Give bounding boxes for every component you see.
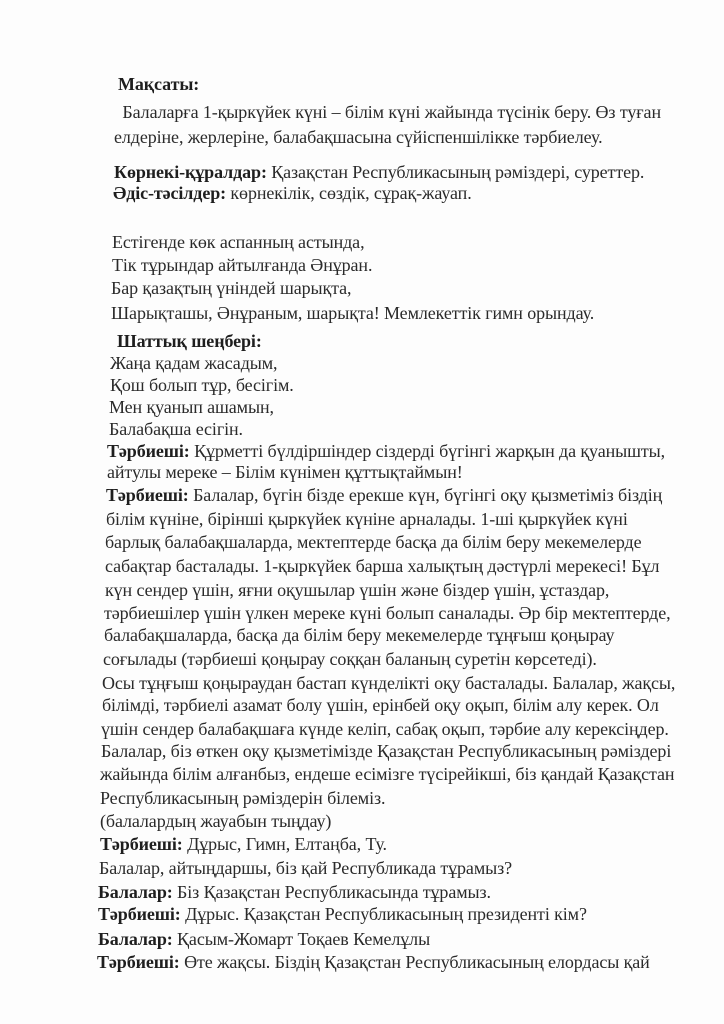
- line-text: білімді, тәрбиелі азамат болу үшін, ерінбей оқу оқып, білім алу керек. Ол: [102, 695, 659, 715]
- document-line: [106, 484, 662, 506]
- line-text: (балалардың жауабын тыңдау): [100, 811, 332, 831]
- document-line: [100, 787, 385, 809]
- line-text: Дұрыс. Қазақстан Республикасының президенті кім?: [180, 904, 587, 924]
- document-line: [113, 182, 472, 204]
- line-text: Өте жақсы. Біздің Қазақстан Республикасының елордасы қай: [179, 952, 650, 972]
- document-line: [104, 602, 671, 624]
- document-line: [101, 740, 671, 762]
- document-line: [109, 396, 274, 418]
- bold-label: Тәрбиеші:: [107, 441, 190, 461]
- line-text: елдеріне, жерлеріне, балабақшасына сүйіспеншілікке тәрбиелеу.: [114, 127, 603, 147]
- bold-label: Шаттық шеңбері:: [117, 331, 262, 351]
- document-line: [111, 277, 351, 299]
- document-line: [101, 718, 669, 740]
- document-line: [106, 508, 628, 530]
- line-text: Құрметті бүлдіршіндер сіздерді бүгінгі жарқын да қуанышты,: [189, 441, 666, 461]
- bold-label: Балалар:: [98, 882, 173, 902]
- line-text: соғылады (тәрбиеші қоңырау соққан баланың суретін көрсетеді).: [103, 649, 597, 669]
- line-text: Естігенде көк аспанның астында,: [112, 232, 365, 252]
- bold-label: Көрнекі-құралдар:: [114, 162, 267, 182]
- line-text: Балалар, бүгін бізде ерекше күн, бүгінгі оқу қызметіміз біздің: [188, 485, 663, 505]
- document-line: [118, 73, 199, 95]
- document-line: [100, 810, 331, 832]
- line-text: Балалар, айтыңдаршы, біз қай Республикада тұрамыз?: [99, 858, 513, 878]
- document-line: [114, 161, 644, 183]
- line-text: көрнекілік, сөздік, сұрақ-жауап.: [226, 183, 472, 203]
- bold-label: Тәрбиеші:: [98, 904, 181, 924]
- line-text: балабақшаларда, басқа да білім беру мекемелерде тұңғыш қоңырау: [104, 625, 615, 645]
- line-text: Қазақстан Республикасының рәміздері, суреттер.: [266, 162, 645, 182]
- document-line: [114, 126, 603, 148]
- line-text: білім күніне, бірінші қыркүйек күніне арналады. 1-ші қыркүйек күні: [106, 509, 628, 529]
- bold-label: Тәрбиеші:: [106, 485, 189, 505]
- line-text: Балаларға 1-қыркүйек күні – білім күні жайында түсінік беру. Өз туған: [118, 102, 661, 122]
- document-line: [99, 857, 512, 879]
- line-text: Балалар, біз өткен оқу қызметімізде Қазақстан Республикасының рәміздері: [101, 741, 672, 761]
- line-text: сабақтар басталады. 1-қыркүйек барша халықтың дәстүрлі мерекесі! Бұл: [105, 556, 660, 576]
- document-line: [97, 951, 650, 973]
- line-text: Мен қуанып ашамын,: [109, 397, 274, 417]
- document-line: [105, 579, 609, 601]
- bold-label: Балалар:: [98, 929, 173, 949]
- bold-label: Әдіс-тәсілдер:: [113, 183, 227, 203]
- document-line: [104, 624, 614, 646]
- line-text: Жаңа қадам жасадым,: [110, 353, 278, 373]
- document-line: [110, 352, 277, 374]
- bold-label: Тәрбиеші:: [100, 834, 183, 854]
- line-text: Осы тұңғыш қоңыраудан бастап күнделікті оқу басталады. Балалар, жақсы,: [102, 673, 676, 693]
- line-text: Республикасының рәміздерін білеміз.: [100, 788, 386, 808]
- line-text: Бар қазақтың үніндей шарықта,: [111, 278, 352, 298]
- document-line: [117, 330, 262, 352]
- document-line: [118, 101, 661, 123]
- line-text: Шарықташы, Әнұраным, шарықта! Мемлекеттік гимн орындау.: [111, 303, 595, 323]
- document-line: [105, 531, 642, 553]
- document-line: [98, 928, 430, 950]
- document-line: [105, 555, 659, 577]
- document-line: [109, 418, 243, 440]
- document-line: [98, 881, 491, 903]
- line-text: Дұрыс, Гимн, Елтаңба, Ту.: [182, 834, 387, 854]
- document-line: [100, 833, 387, 855]
- document-line: [98, 903, 587, 925]
- line-text: Қош болып тұр, бесігім.: [110, 375, 294, 395]
- line-text: үшін сендер балабақшаға күнде келіп, сабақ оқып, тәрбие алу керексіңдер.: [101, 719, 669, 739]
- line-text: Тік тұрындар айтылғанда Әнұран.: [112, 255, 373, 275]
- document-line: [107, 461, 463, 483]
- line-text: жайында білім алғанбыз, ендеше есімізге түсірейікші, біз қандай Қазақстан: [100, 764, 675, 784]
- document-line: [102, 694, 659, 716]
- line-text: Біз Қазақстан Республикасында тұрамыз.: [172, 882, 491, 902]
- line-text: Балабақша есігін.: [109, 419, 243, 439]
- document-line: [110, 374, 294, 396]
- document-line: [103, 648, 597, 670]
- document-line: [112, 254, 372, 276]
- line-text: барлық балабақшаларда, мектептерде басқа да білім беру мекемелерде: [105, 532, 642, 552]
- document-line: [111, 302, 594, 324]
- line-text: күн сендер үшін, яғни оқушылар үшін және біздер үшін, ұстаздар,: [105, 580, 610, 600]
- line-text: Қасым-Жомарт Тоқаев Кемелұлы: [172, 929, 431, 949]
- document-line: [107, 440, 665, 462]
- line-text: тәрбиешілер үшін үлкен мереке күні болып саналады. Әр бір мектептерде,: [104, 603, 671, 623]
- bold-label: Тәрбиеші:: [97, 952, 180, 972]
- document-line: [112, 231, 364, 253]
- document-line: [100, 763, 674, 785]
- document-line: [102, 672, 675, 694]
- bold-label: Мақсаты:: [118, 74, 200, 94]
- line-text: айтулы мереке – Білім күнімен құттықтаймын!: [107, 462, 463, 482]
